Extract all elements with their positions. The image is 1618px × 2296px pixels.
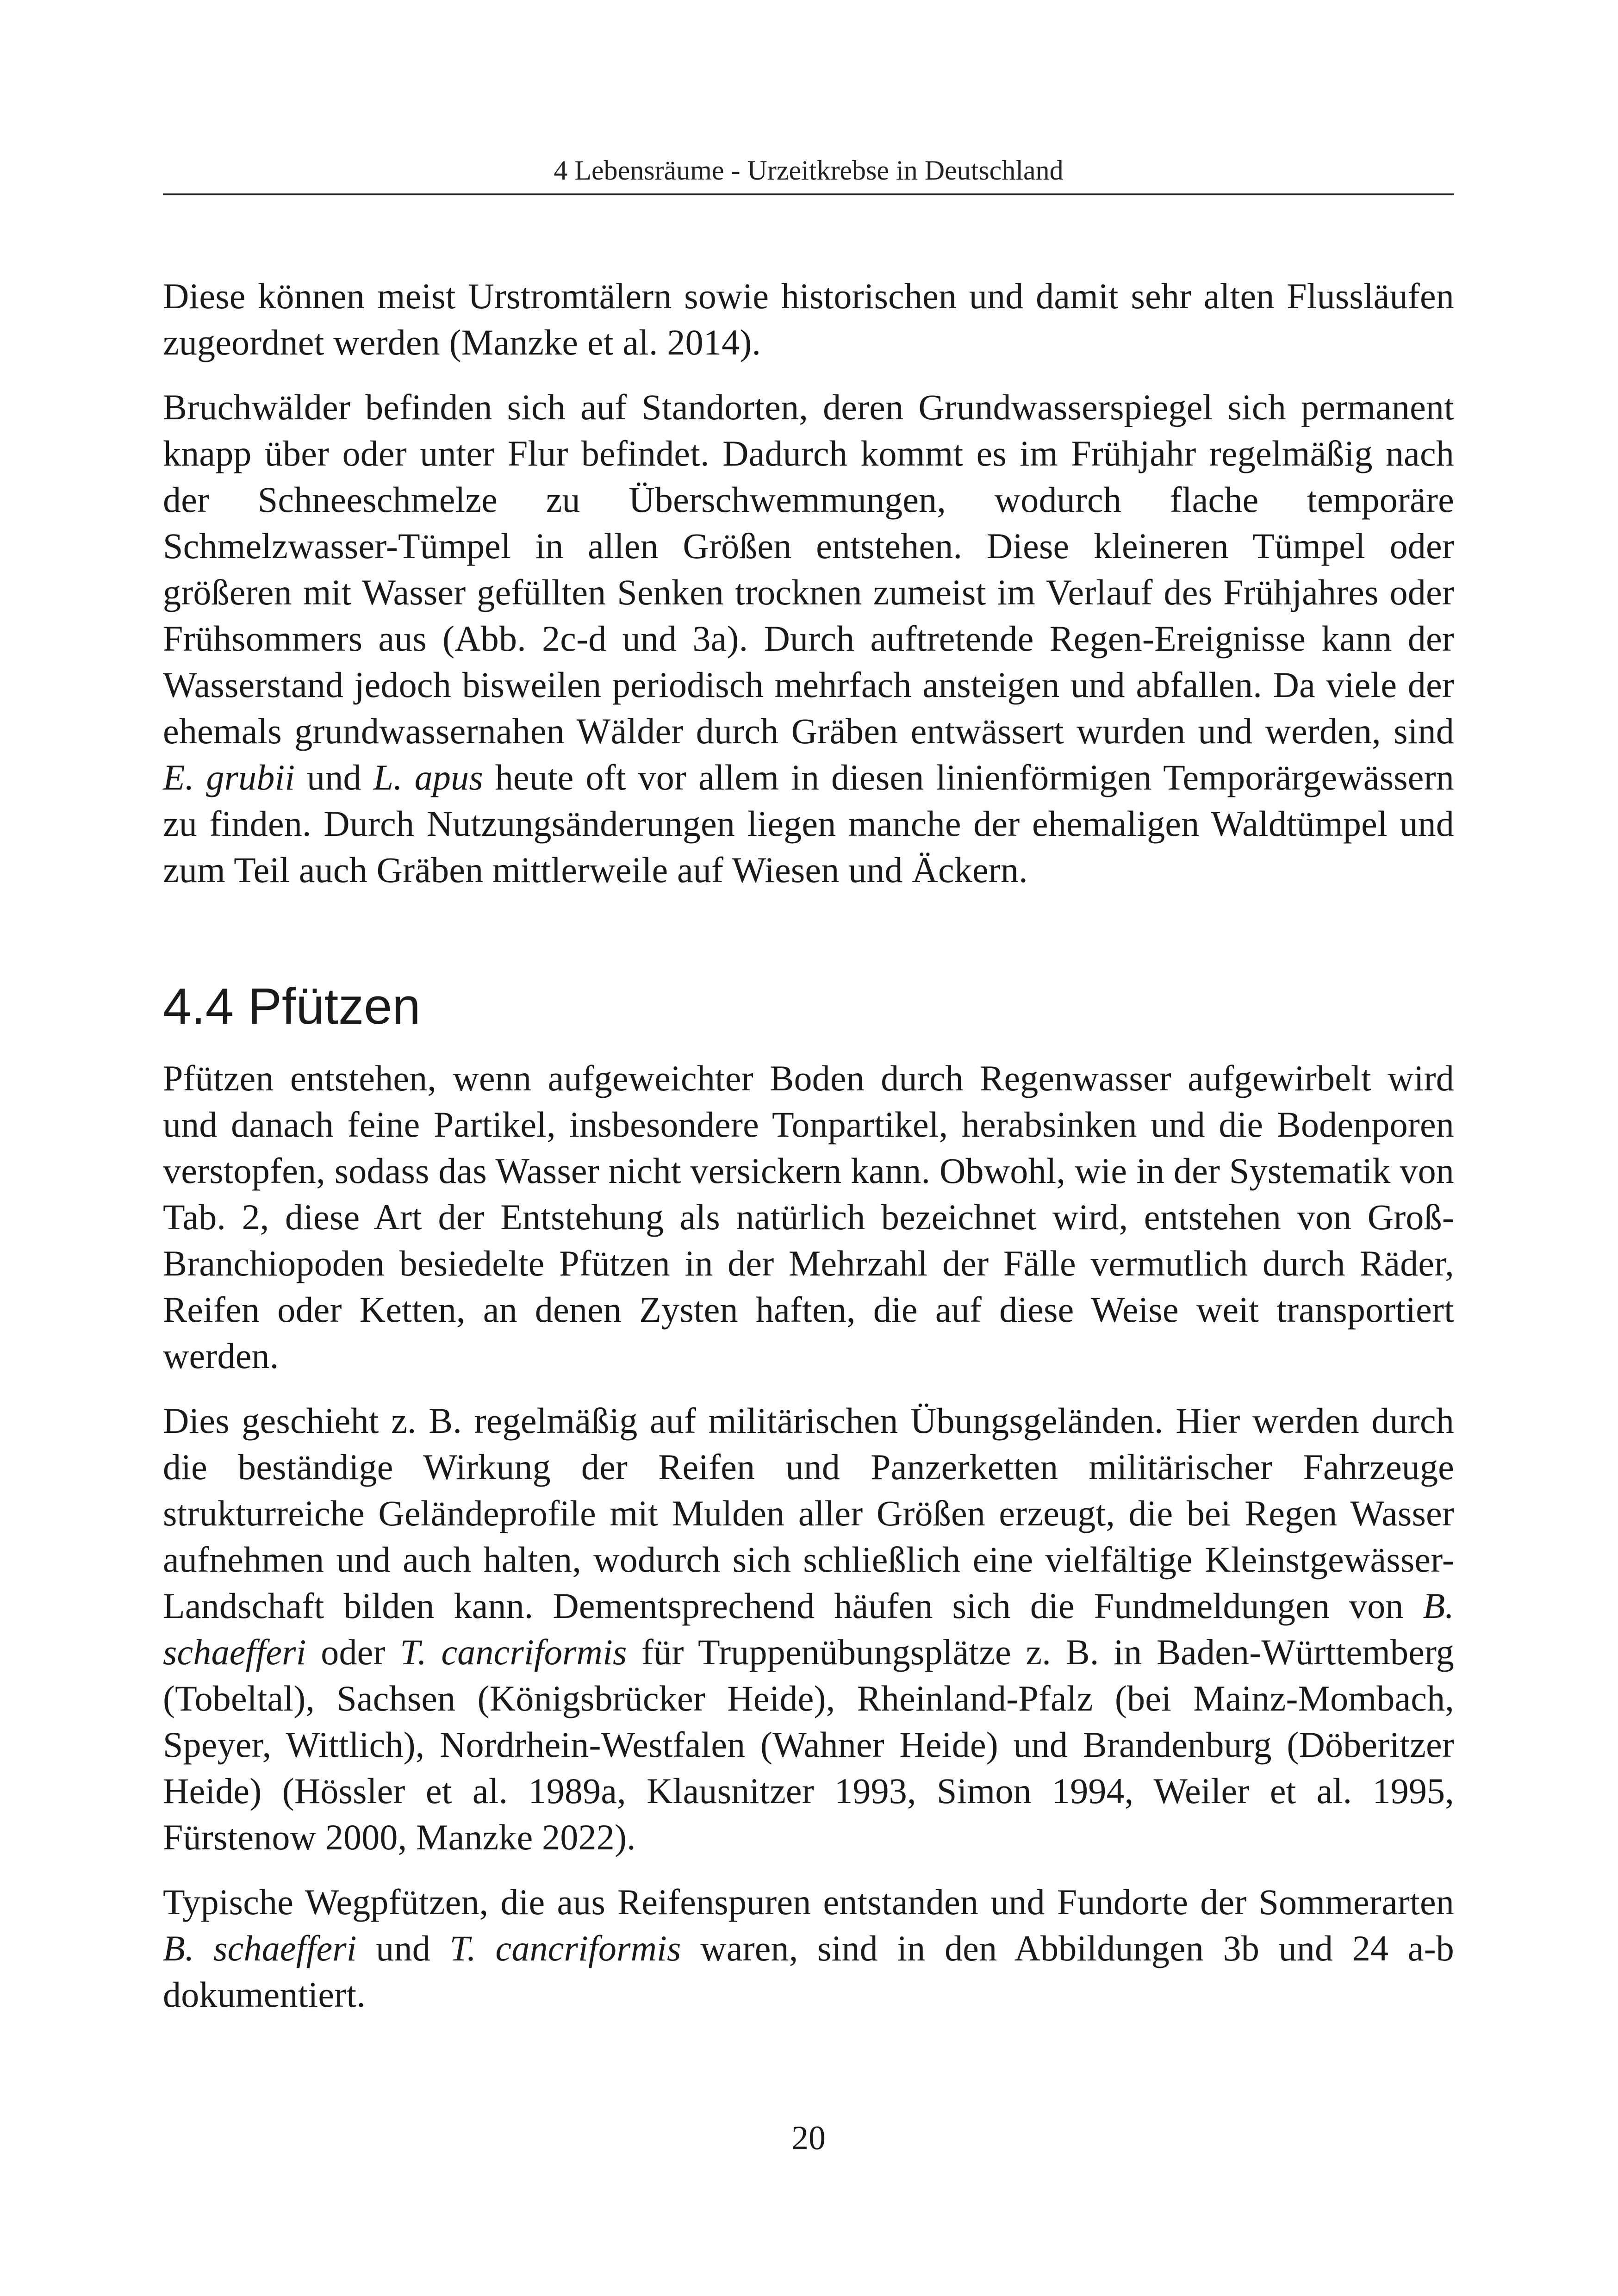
- paragraph: [163, 1055, 1454, 1379]
- paragraph: [163, 384, 1454, 893]
- running-header: 4 Lebensräume - Urzeitkrebse in Deutschland: [554, 155, 1064, 186]
- text-run: Typische Wegpfützen, die aus Reifenspuren entstanden und Fundorte der Sommerarten: [163, 1882, 1454, 1922]
- text-run: für Truppenübungsplätze z. B. in Baden-Württemberg (Tobeltal), Sachsen (Königsbrücker Heide), Rheinland-Pfalz (bei Mainz-Mombach, Speyer, Wittlich), Nordrhein-Westfalen (Wahner Heide) und Brandenburg (Döberitzer Heide) (Hössler et al. 1989a, Klausnitzer 1993, Simon 1994, Weiler et al. 1995, Fürstenow 2000, Manzke 2022).: [163, 1632, 1455, 1857]
- text-run: Dies geschieht z. B. regelmäßig auf militärischen Übungsgeländen. Hier werden durch die beständige Wirkung der Reifen und Panzerketten militärischer Fahrzeuge strukturreiche Geländeprofile mit Mulden aller Größen erzeugt, die bei Regen Wasser aufnehmen und auch halten, wodurch sich schließlich eine vielfältige Kleinstgewässer-Landschaft bilden kann. Dementsprechend häufen sich die Fundmeldungen von: [163, 1400, 1454, 1626]
- species-name: B. schaefferi: [163, 1928, 357, 1968]
- text-run: Diese können meist Urstromtälern sowie historischen und damit sehr alten Flussläufen zugeordnet werden (Manzke et al. 2014).: [163, 276, 1454, 362]
- text-run: und: [295, 757, 373, 797]
- header-rule: [163, 193, 1454, 195]
- section-heading: 4.4 Pfützen: [163, 978, 421, 1035]
- paragraph: [163, 1398, 1454, 1860]
- page-number: 20: [791, 2119, 826, 2157]
- text-run: Bruchwälder befinden sich auf Standorten, deren Grundwasserspiegel sich permanent knapp über oder unter Flur befindet. Dadurch kommt es im Frühjahr regelmäßig nach der Schneeschmelze zu Überschwemmungen, wodurch flache temporäre Schmelzwasser-Tümpel in allen Größen entstehen. Diese kleineren Tümpel oder größeren mit Wasser gefüllten Senken trocknen zumeist im Verlauf des Frühjahres oder Frühsommers aus (Abb. 2c-d und 3a). Durch auftretende Regen-Ereignisse kann der Wasserstand jedoch bisweilen periodisch mehrfach ansteigen und abfallen. Da viele der ehemals grundwassernahen Wälder durch Gräben entwässert wurden und werden, sind: [163, 387, 1454, 751]
- section-paragraphs: [163, 1055, 1454, 2018]
- species-name: E. grubii: [163, 757, 295, 797]
- text-run: waren, sind in den Abbildungen 3b und 24 a-b dokumentiert.: [163, 1928, 1454, 2015]
- species-name: B. schaefferi: [163, 1586, 1454, 1672]
- paragraph: [163, 273, 1454, 366]
- text-run: Pfützen entstehen, wenn aufgeweichter Boden durch Regenwasser aufgewirbelt wird und danach feine Partikel, insbesondere Tonpartikel, herabsinken und die Bodenporen verstopfen, sodass das Wasser nicht versickern kann. Obwohl, wie in der Systematik von Tab. 2, diese Art der Entstehung als natürlich bezeichnet wird, entstehen von Groß-Branchiopoden besiedelte Pfützen in der Mehrzahl der Fälle vermutlich durch Räder, Reifen oder Ketten, an denen Zysten haften, die auf diese Weise weit transportiert werden.: [163, 1058, 1454, 1376]
- intro-paragraphs: [163, 273, 1454, 893]
- text-run: und: [356, 1928, 450, 1968]
- body-text: [163, 273, 1454, 2018]
- species-name: L. apus: [373, 757, 483, 797]
- text-run: heute oft vor allem in diesen linienförmigen Temporärgewässern zu finden. Durch Nutzungsänderungen liegen manche der ehemaligen Waldtümpel und zum Teil auch Gräben mittlerweile auf Wiesen und Äckern.: [163, 757, 1454, 890]
- paragraph: [163, 1879, 1454, 2018]
- text-run: oder: [306, 1632, 400, 1672]
- species-name: T. cancriformis: [400, 1632, 627, 1672]
- species-name: T. cancriformis: [449, 1928, 681, 1968]
